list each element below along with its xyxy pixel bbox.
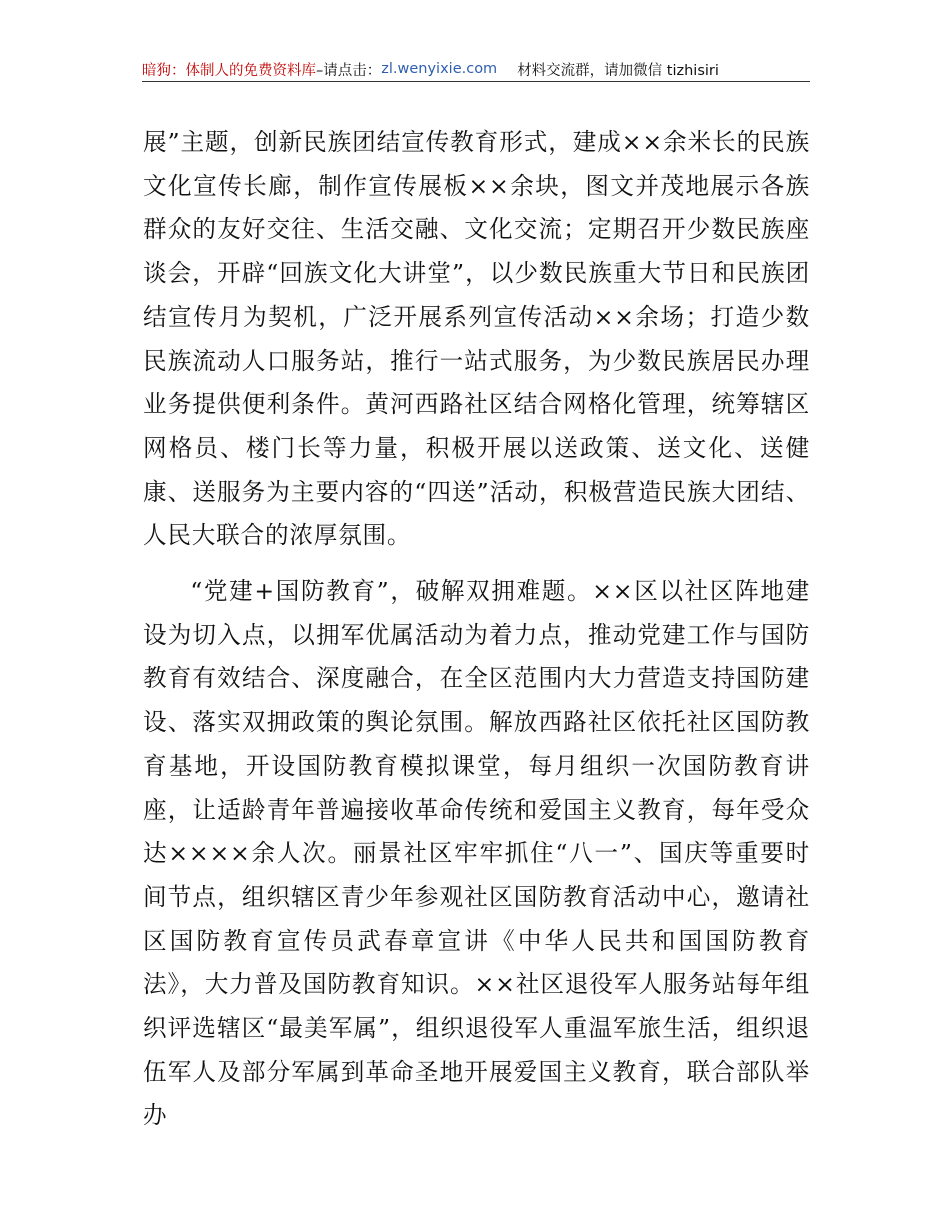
- document-body: [143, 121, 810, 1138]
- header-prompt: –请点击：: [316, 62, 382, 79]
- header-divider: [142, 81, 810, 82]
- header-site-link[interactable]: zl.wenyixie.com: [381, 61, 498, 77]
- paragraph-continuation: 展”主题，创新民族团结宣传教育形式，建成××余米长的民族文化宣传长廊，制作宣传展板××余块，图文并茂地展示各族群众的友好交往、生活交融、文化交流；定期召开少数民族座谈会，开辟“回族文化大讲堂”，以少数民族重大节日和民族团结宣传月为契机，广泛开展系列宣传活动××余场；打造少数民族流动人口服务站，推行一站式服务，为少数民族居民办理业务提供便利条件。黄河西路社区结合网格化管理，统筹辖区网格员、楼门长等力量，积极开展以送政策、送文化、送健康、送服务为主要内容的“四送”活动，积极营造民族大团结、人民大联合的浓厚氛围。: [143, 128, 810, 550]
- header-contact: 材料交流群，请加微信 tizhisiri: [517, 62, 719, 79]
- header-brand: 暗狗：体制人的免费资料库: [142, 62, 316, 79]
- page-header: [142, 56, 810, 82]
- paragraph-party-defense-education: “党建+国防教育”，破解双拥难题。××区以社区阵地建设为切入点，以拥军优属活动为着力点，推动党建工作与国防教育有效结合、深度融合，在全区范围内大力营造支持国防建设、落实双拥政策的舆论氛围。解放西路社区依托社区国防教育基地，开设国防教育模拟课堂，每月组织一次国防教育讲座，让适龄青年普遍接收革命传统和爱国主义教育，每年受众达××××余人次。丽景社区牢牢抓住“八一”、国庆等重要时间节点，组织辖区青少年参观社区国防教育活动中心，邀请社区国防教育宣传员武春章宣讲《中华人民共和国国防教育法》，大力普及国防教育知识。××社区退役军人服务站每年组织评选辖区“最美军属”，组织退役军人重温军旅生活，组织退伍军人及部分军属到革命圣地开展爱国主义教育，联合部队举办: [143, 577, 810, 1130]
